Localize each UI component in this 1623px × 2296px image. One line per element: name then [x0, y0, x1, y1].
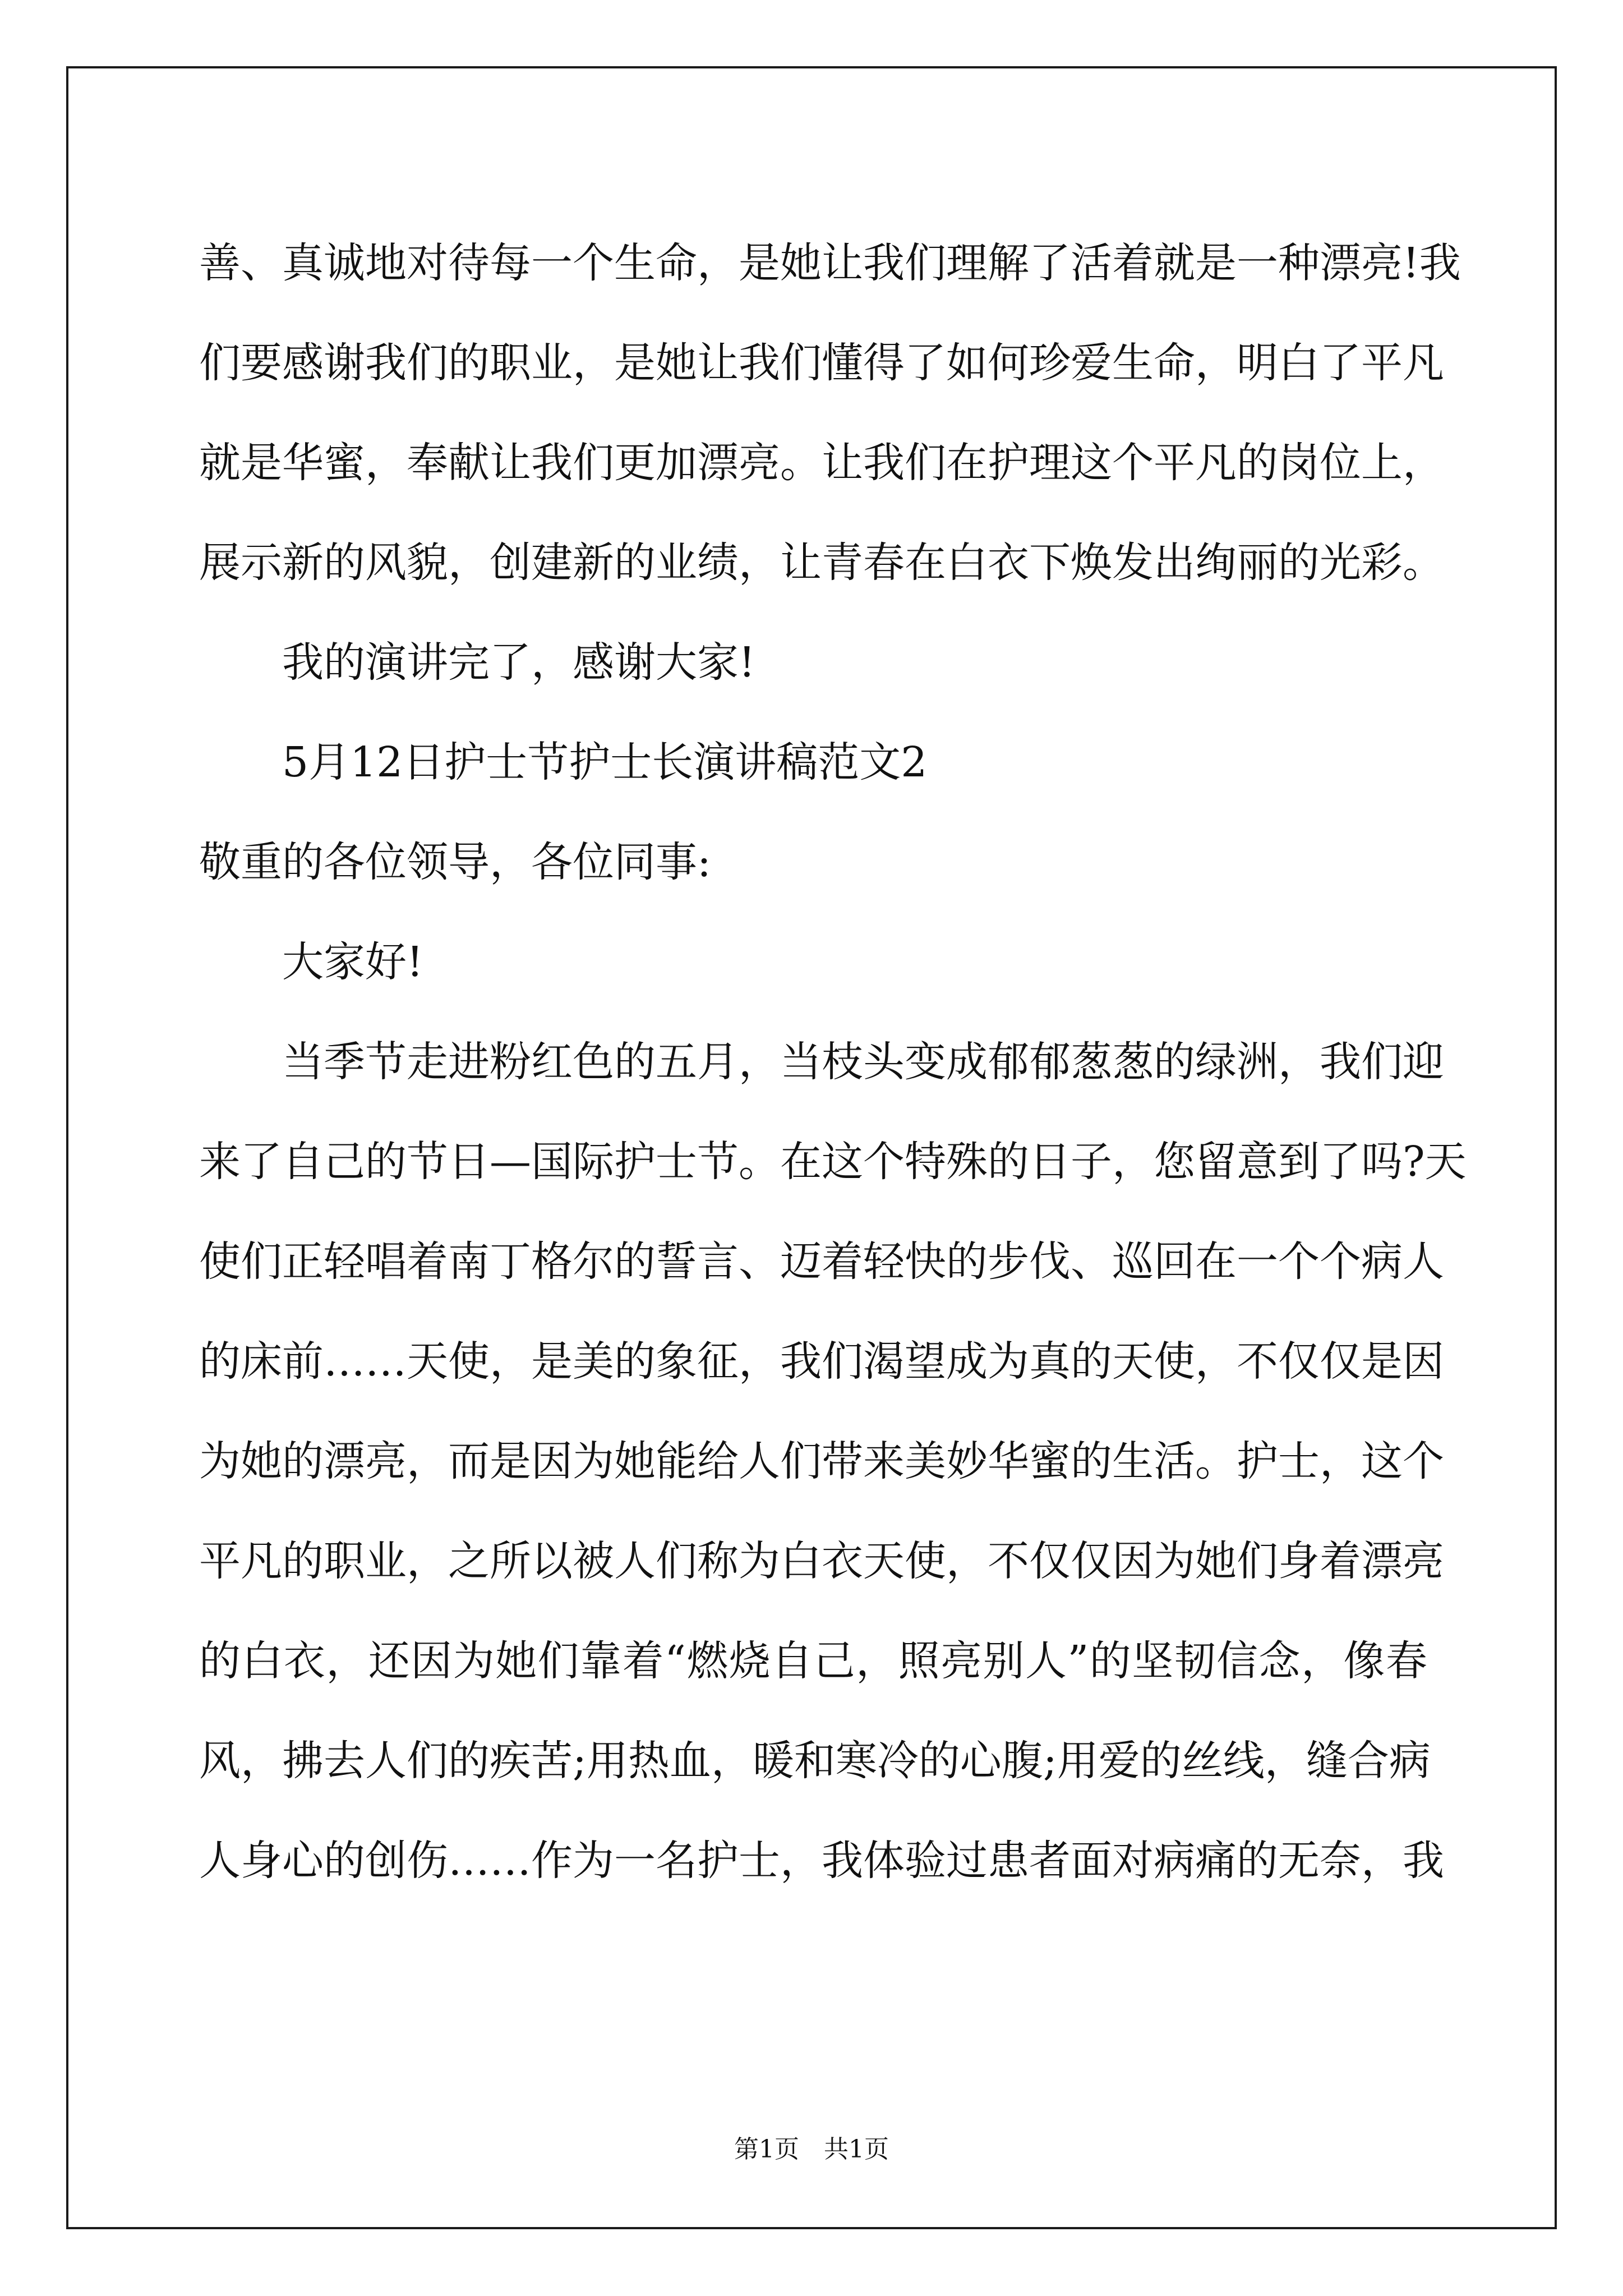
text-line: 们要感谢我们的职业，是她让我们懂得了如何珍爱生命，明白了平凡 — [199, 339, 1444, 387]
greeting: 大家好! — [282, 938, 423, 986]
text-line: 就是华蜜，奉献让我们更加漂亮。让我们在护理这个平凡的岗位上， — [199, 439, 1444, 487]
text-line: 展示新的风貌，创建新的业绩，让青春在白衣下焕发出绚丽的光彩。 — [199, 539, 1444, 587]
closing-line: 我的演讲完了，感谢大家! — [282, 638, 755, 687]
text-line: 的床前……天使，是美的象征，我们渴望成为真的天使，不仅仅是因 — [199, 1337, 1444, 1386]
section-heading: 5月12日护士节护士长演讲稿范文2 — [282, 738, 928, 786]
text-line: 善、真诚地对待每一个生命，是她让我们理解了活着就是一种漂亮!我 — [199, 239, 1461, 287]
text-line: 使们正轻唱着南丁格尔的誓言、迈着轻快的步伐、巡回在一个个病人 — [199, 1237, 1444, 1286]
text-line: 人身心的创伤……作为一名护士，我体验过患者面对病痛的无奈，我 — [199, 1837, 1444, 1885]
page-footer: 第1页 共1页 — [734, 2135, 889, 2164]
text-line: 当季节走进粉红色的五月，当枝头变成郁郁葱葱的绿洲，我们迎 — [282, 1038, 1444, 1086]
salutation: 敬重的各位领导，各位同事: — [199, 838, 711, 886]
text-line: 平凡的职业，之所以被人们称为白衣天使，不仅仅因为她们身着漂亮 — [199, 1537, 1444, 1585]
text-line: 的白衣，还因为她们靠着“燃烧自己，照亮别人”的坚韧信念，像春 — [199, 1637, 1427, 1685]
text-line: 风，拂去人们的疾苦;用热血，暖和寒冷的心腹;用爱的丝线，缝合病 — [199, 1737, 1431, 1785]
text-line: 来了自己的节日—国际护士节。在这个特殊的日子，您留意到了吗?天 — [199, 1138, 1467, 1186]
text-line: 为她的漂亮，而是因为她能给人们带来美妙华蜜的生活。护士，这个 — [199, 1437, 1444, 1485]
